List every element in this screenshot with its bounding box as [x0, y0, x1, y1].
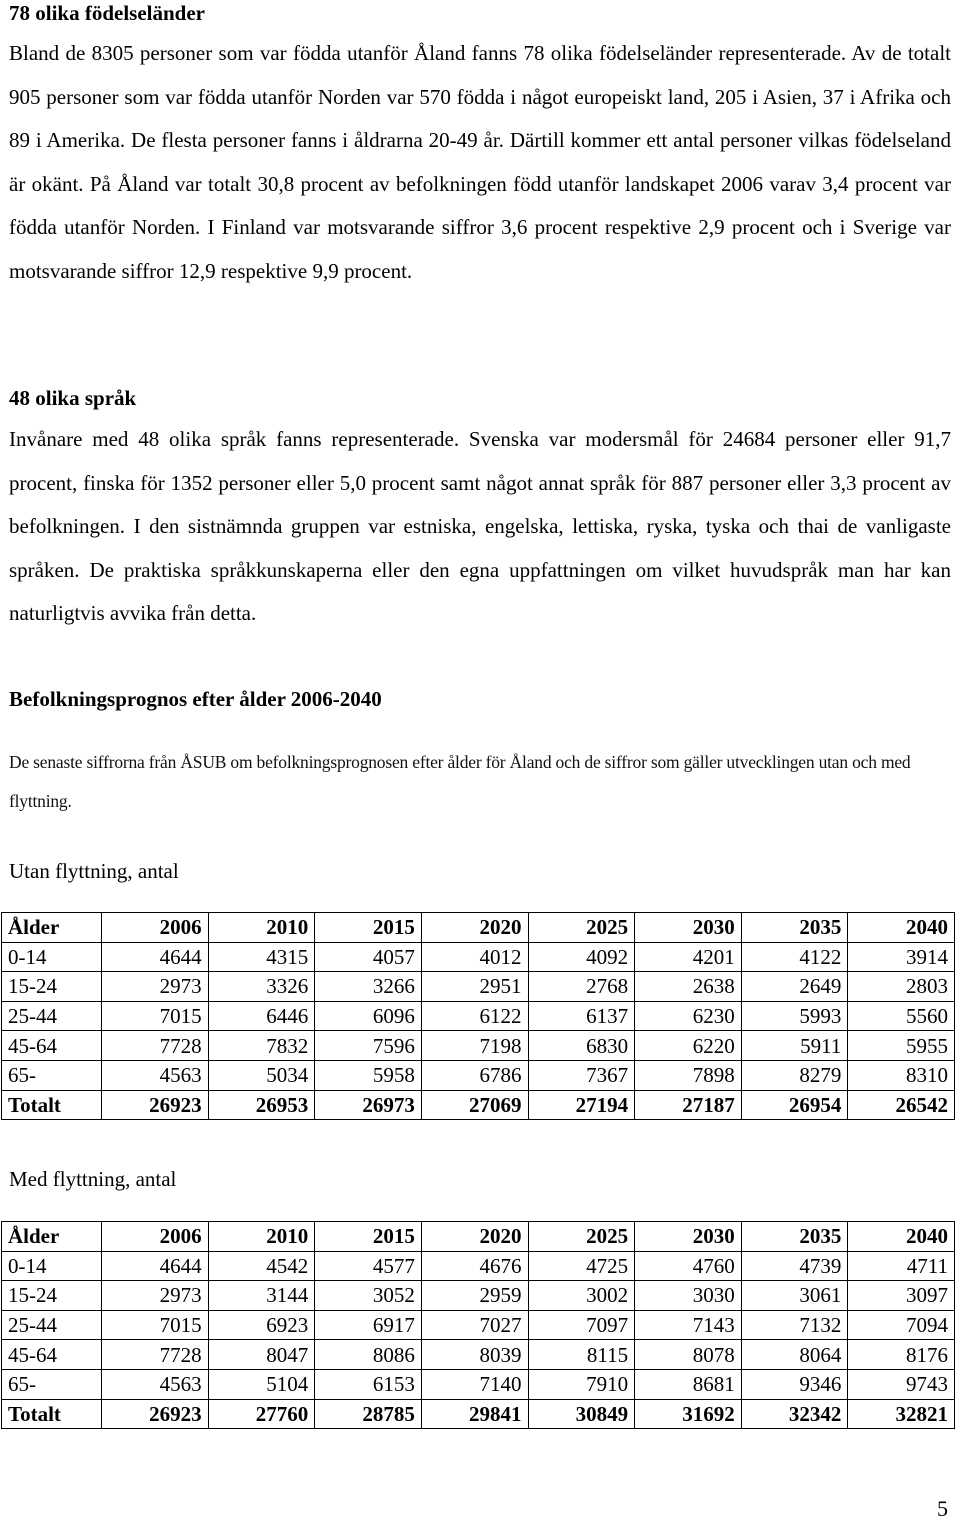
value-cell: 5958 — [315, 1060, 422, 1090]
value-cell: 8039 — [421, 1340, 528, 1370]
value-cell: 4542 — [208, 1251, 315, 1281]
value-cell: 2025 — [528, 1222, 635, 1252]
value-cell: 8115 — [528, 1340, 635, 1370]
value-cell: 30849 — [528, 1399, 635, 1429]
table-row — [2, 1031, 955, 1061]
age-group-cell: Totalt — [2, 1090, 102, 1120]
age-group-cell: 15-24 — [2, 1281, 102, 1311]
value-cell: 2040 — [848, 913, 955, 943]
value-cell: 8047 — [208, 1340, 315, 1370]
value-cell: 5560 — [848, 1001, 955, 1031]
age-group-cell: 45-64 — [2, 1340, 102, 1370]
value-cell: 4577 — [315, 1251, 422, 1281]
table-caption-without-migration: Utan flyttning, antal — [9, 859, 179, 883]
value-cell: 29841 — [421, 1399, 528, 1429]
value-cell: 2015 — [315, 913, 422, 943]
value-cell: 6230 — [635, 1001, 742, 1031]
value-cell: 2951 — [421, 972, 528, 1002]
table-total-row — [2, 1090, 955, 1120]
value-cell: 7910 — [528, 1369, 635, 1399]
value-cell: 6153 — [315, 1369, 422, 1399]
value-cell: 5911 — [741, 1031, 848, 1061]
value-cell: 8078 — [635, 1340, 742, 1370]
value-cell: 26953 — [208, 1090, 315, 1120]
value-cell: 5034 — [208, 1060, 315, 1090]
value-cell: 27069 — [421, 1090, 528, 1120]
value-cell: 4122 — [741, 942, 848, 972]
value-cell: 2035 — [741, 913, 848, 943]
value-cell: 4760 — [635, 1251, 742, 1281]
value-cell: 2010 — [208, 913, 315, 943]
value-cell: 4012 — [421, 942, 528, 972]
table-header-row — [2, 1222, 955, 1252]
table-row — [2, 1251, 955, 1281]
value-cell: 26923 — [102, 1090, 209, 1120]
value-cell: 3030 — [635, 1281, 742, 1311]
table-row — [2, 1281, 955, 1311]
value-cell: 6923 — [208, 1310, 315, 1340]
table-row — [2, 1310, 955, 1340]
value-cell: 7367 — [528, 1060, 635, 1090]
paragraph-population-forecast: De senaste siffrorna från ÅSUB om befolkningsprognosen efter ålder för Åland och de siffror som gäller utvecklingen utan och med flyttning. — [9, 752, 911, 811]
value-cell: 2803 — [848, 972, 955, 1002]
value-cell: 3097 — [848, 1281, 955, 1311]
value-cell: 7027 — [421, 1310, 528, 1340]
value-cell: 26542 — [848, 1090, 955, 1120]
value-cell: 4725 — [528, 1251, 635, 1281]
value-cell: 8279 — [741, 1060, 848, 1090]
value-cell: 6137 — [528, 1001, 635, 1031]
age-group-cell: 25-44 — [2, 1310, 102, 1340]
value-cell: 6122 — [421, 1001, 528, 1031]
value-cell: 3052 — [315, 1281, 422, 1311]
value-cell: 6446 — [208, 1001, 315, 1031]
value-cell: 5993 — [741, 1001, 848, 1031]
value-cell: 26923 — [102, 1399, 209, 1429]
value-cell: 4563 — [102, 1369, 209, 1399]
table-header-row — [2, 913, 955, 943]
value-cell: 4092 — [528, 942, 635, 972]
value-cell: 4711 — [848, 1251, 955, 1281]
value-cell: 3002 — [528, 1281, 635, 1311]
value-cell: 28785 — [315, 1399, 422, 1429]
value-cell: 4739 — [741, 1251, 848, 1281]
value-cell: 27187 — [635, 1090, 742, 1120]
value-cell: 5104 — [208, 1369, 315, 1399]
value-cell: 4563 — [102, 1060, 209, 1090]
table-caption-with-migration: Med flyttning, antal — [9, 1167, 177, 1191]
value-cell: 6786 — [421, 1060, 528, 1090]
value-cell: 7596 — [315, 1031, 422, 1061]
value-cell: 2030 — [635, 1222, 742, 1252]
value-cell: 2973 — [102, 972, 209, 1002]
value-cell: 2006 — [102, 1222, 209, 1252]
value-cell: 7140 — [421, 1369, 528, 1399]
value-cell: 7143 — [635, 1310, 742, 1340]
value-cell: 2020 — [421, 1222, 528, 1252]
value-cell: 7832 — [208, 1031, 315, 1061]
value-cell: 2649 — [741, 972, 848, 1002]
value-cell: 7132 — [741, 1310, 848, 1340]
value-cell: 6830 — [528, 1031, 635, 1061]
table-row — [2, 1369, 955, 1399]
value-cell: 31692 — [635, 1399, 742, 1429]
value-cell: 3326 — [208, 972, 315, 1002]
value-cell: 2638 — [635, 972, 742, 1002]
value-cell: 4644 — [102, 1251, 209, 1281]
value-cell: 7094 — [848, 1310, 955, 1340]
age-group-cell: 0-14 — [2, 1251, 102, 1281]
age-group-cell: Ålder — [2, 1222, 102, 1252]
table-row — [2, 972, 955, 1002]
value-cell: 9743 — [848, 1369, 955, 1399]
value-cell: 27760 — [208, 1399, 315, 1429]
table-row — [2, 1001, 955, 1031]
value-cell: 8064 — [741, 1340, 848, 1370]
value-cell: 4676 — [421, 1251, 528, 1281]
heading-population-forecast: Befolkningsprognos efter ålder 2006-2040 — [9, 687, 382, 711]
value-cell: 2020 — [421, 913, 528, 943]
value-cell: 5955 — [848, 1031, 955, 1061]
value-cell: 8310 — [848, 1060, 955, 1090]
value-cell: 6096 — [315, 1001, 422, 1031]
value-cell: 7198 — [421, 1031, 528, 1061]
value-cell: 8681 — [635, 1369, 742, 1399]
value-cell: 2040 — [848, 1222, 955, 1252]
value-cell: 9346 — [741, 1369, 848, 1399]
value-cell: 3144 — [208, 1281, 315, 1311]
value-cell: 7898 — [635, 1060, 742, 1090]
age-group-cell: 65- — [2, 1060, 102, 1090]
heading-birth-countries: 78 olika födelseländer — [9, 1, 206, 25]
heading-languages: 48 olika språk — [9, 386, 137, 410]
value-cell: 7097 — [528, 1310, 635, 1340]
value-cell: 2768 — [528, 972, 635, 1002]
table-without-migration — [1, 912, 955, 1120]
value-cell: 26973 — [315, 1090, 422, 1120]
value-cell: 7015 — [102, 1001, 209, 1031]
value-cell: 4644 — [102, 942, 209, 972]
value-cell: 6917 — [315, 1310, 422, 1340]
page-number: 5 — [937, 1496, 948, 1521]
value-cell: 4315 — [208, 942, 315, 972]
age-group-cell: 15-24 — [2, 972, 102, 1002]
value-cell: 8176 — [848, 1340, 955, 1370]
value-cell: 3266 — [315, 972, 422, 1002]
value-cell: 2006 — [102, 913, 209, 943]
age-group-cell: Totalt — [2, 1399, 102, 1429]
age-group-cell: 65- — [2, 1369, 102, 1399]
value-cell: 26954 — [741, 1090, 848, 1120]
age-group-cell: Ålder — [2, 913, 102, 943]
value-cell: 4201 — [635, 942, 742, 972]
value-cell: 2973 — [102, 1281, 209, 1311]
value-cell: 2959 — [421, 1281, 528, 1311]
age-group-cell: 0-14 — [2, 942, 102, 972]
value-cell: 7728 — [102, 1031, 209, 1061]
age-group-cell: 45-64 — [2, 1031, 102, 1061]
value-cell: 2030 — [635, 913, 742, 943]
value-cell: 2025 — [528, 913, 635, 943]
value-cell: 7728 — [102, 1340, 209, 1370]
table-row — [2, 1340, 955, 1370]
value-cell: 8086 — [315, 1340, 422, 1370]
value-cell: 32342 — [741, 1399, 848, 1429]
age-group-cell: 25-44 — [2, 1001, 102, 1031]
table-row — [2, 942, 955, 972]
value-cell: 32821 — [848, 1399, 955, 1429]
value-cell: 2035 — [741, 1222, 848, 1252]
paragraph-birth-countries: Bland de 8305 personer som var födda utanför Åland fanns 78 olika födelseländer representerade. Av de totalt 905 personer som var födda utanför Norden var 570 födda i något europeiskt land, 205 i Asien, 37 i Afrika och 89 i Amerika. De flesta personer fanns i åldrarna 20-49 år. Därtill kommer ett antal personer vilkas födelseland är okänt. På Åland var totalt 30,8 procent av befolkningen född utanför landskapet 2006 varav 3,4 procent var födda utanför Norden. I Finland var motsvarande siffror 3,6 procent respektive 2,9 procent och i Sverige var motsvarande siffror 12,9 respektive 9,9 procent. — [9, 41, 951, 283]
paragraph-languages: Invånare med 48 olika språk fanns representerade. Svenska var modersmål för 24684 personer eller 91,7 procent, finska för 1352 personer eller 5,0 procent samt något annat språk för 887 personer eller 3,3 procent av befolkningen. I den sistnämnda gruppen var estniska, engelska, lettiska, ryska, tyska och thai de vanligaste språken. De praktiska språkkunskaperna eller den egna uppfattningen om vilket huvudspråk man har kan naturligtvis avvika från detta. — [9, 427, 951, 625]
value-cell: 3061 — [741, 1281, 848, 1311]
value-cell: 27194 — [528, 1090, 635, 1120]
value-cell: 2015 — [315, 1222, 422, 1252]
table-with-migration — [1, 1221, 955, 1429]
value-cell: 7015 — [102, 1310, 209, 1340]
value-cell: 4057 — [315, 942, 422, 972]
table-total-row — [2, 1399, 955, 1429]
table-row — [2, 1060, 955, 1090]
value-cell: 6220 — [635, 1031, 742, 1061]
value-cell: 3914 — [848, 942, 955, 972]
value-cell: 2010 — [208, 1222, 315, 1252]
